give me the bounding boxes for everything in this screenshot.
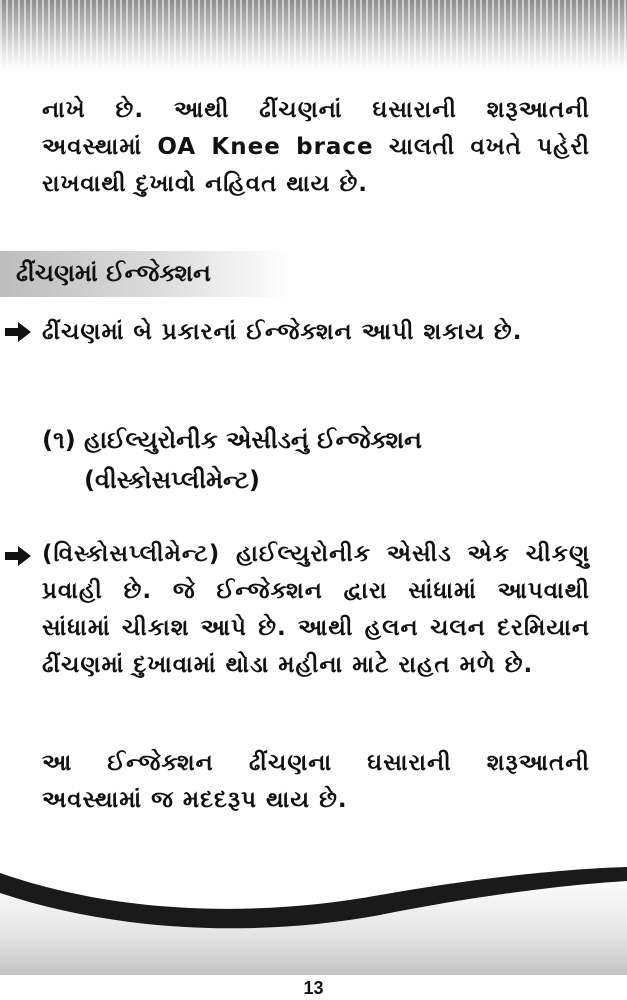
header-gradient-band xyxy=(0,0,627,70)
closing-paragraph xyxy=(42,745,590,819)
paragraph-line: ઢીંચણમાં દુખાવામાં થોડા મહીના માટે રાહત મળે છે. xyxy=(42,652,534,678)
page-number: 13 xyxy=(303,978,324,998)
footer-wave-decoration xyxy=(0,865,627,975)
paragraph-line: નાખે છે. આથી ઢીંચણનાં ઘસારાની શરૂઆતની xyxy=(42,97,590,123)
subheading-title: (૧) હાઈલ્યુરોનીક એસીડનું ઈન્જેક્શન xyxy=(42,426,422,454)
bullet-paragraph xyxy=(42,536,590,684)
arrow-right-icon xyxy=(5,322,31,342)
arrow-right-icon xyxy=(5,546,31,566)
bullet-text xyxy=(42,314,590,351)
paragraph-line: પ્રવાહી છે. જે ઈન્જેક્શન દ્વારા સાંધામાં આપવાથી xyxy=(42,578,590,604)
paragraph-line: (વિસ્કોસપ્લીમેન્ટ) હાઈલ્યુરોનીક એસીડ એક ચીકણુ xyxy=(42,541,590,567)
paragraph-line: સાંધામાં ચીકાશ આપે છે. આથી હલન ચલન દરમિયાન xyxy=(42,615,590,641)
paragraph-line: રાખવાથી દુખાવો નહિવત થાય છે. xyxy=(42,171,369,197)
bullet-line: ઢીંચણમાં બે પ્રકારનાં ઈન્જેક્શન આપી શકાય છે. xyxy=(42,319,523,345)
paragraph-line: આ ઈન્જેક્શન ઢીંચણના ઘસારાની શરૂઆતની xyxy=(42,750,590,776)
section-heading: ઢીંચણમાં ઈન્જેક્શન xyxy=(16,259,211,287)
intro-paragraph xyxy=(42,92,590,203)
subheading-subtitle: (વીસ્કોસપ્લીમેન્ટ) xyxy=(84,466,260,494)
paragraph-line: અવસ્થામાં જ મદદરૂપ થાય છે. xyxy=(42,787,348,813)
paragraph-line: અવસ્થામાં OA Knee brace ચાલતી વખતે પહેરી xyxy=(42,134,590,160)
